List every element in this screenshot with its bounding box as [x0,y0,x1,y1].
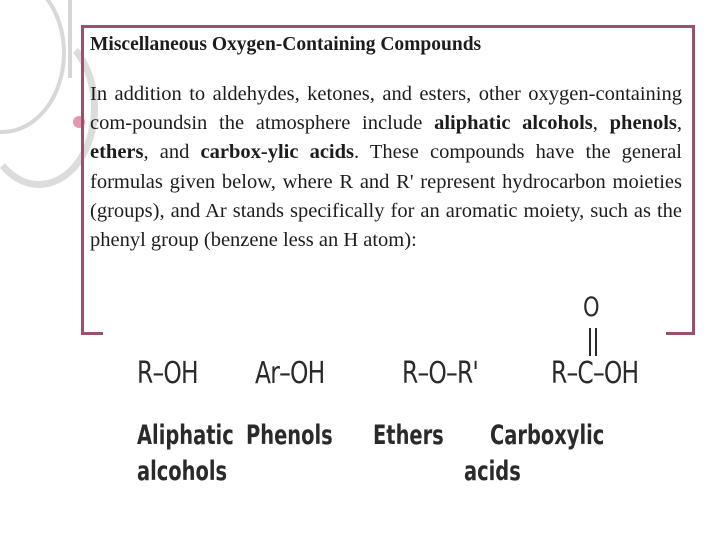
body-paragraph [90,80,682,255]
body-text-1: In addition to aldehydes, ketones, and esters, other oxygen-containing com-poundsin the atmosphere include [90,83,682,135]
frame-right-border [692,25,695,335]
formula-phenol: Ar–OH [255,356,325,391]
double-bond [589,328,597,356]
carbonyl-oxygen: O [583,292,600,323]
decorative-line [68,0,72,78]
formula-alcohol: R–OH [137,356,198,391]
term-aliphatic-alcohols: aliphatic alcohols [434,112,593,135]
frame-bottom-right-corner [666,332,695,335]
label-alcohols: alcohols [137,456,228,487]
formula-ether: R–O–R' [402,356,479,391]
label-carboxylic: Carboxylic [490,420,605,451]
body-text-2: , [592,112,610,135]
frame-bottom-left-corner [81,332,103,335]
frame-top-border [81,25,695,28]
term-carboxylic-acids: carbox-ylic acids [200,141,355,164]
label-ethers: Ethers [373,420,444,451]
body-text-5: . These compounds have the general formulas given below, where R and R' represent hydrocarbon moieties (groups), and Ar stands specifically for an aromatic moiety, such as the phenyl group (benzene less an H atom): [90,141,682,252]
label-aliphatic: Aliphatic [137,420,234,451]
term-ethers: ethers [90,141,144,164]
body-text-3: , [676,112,682,135]
label-phenols: Phenols [246,420,333,451]
slide-title: Miscellaneous Oxygen-Containing Compounds [90,34,482,55]
frame-left-border [81,25,84,335]
term-phenols: phenols [609,112,677,135]
label-acids: acids [464,456,521,487]
body-text-4: , and [143,141,201,164]
formula-carboxylic-acid: R–C–OH [551,356,639,391]
